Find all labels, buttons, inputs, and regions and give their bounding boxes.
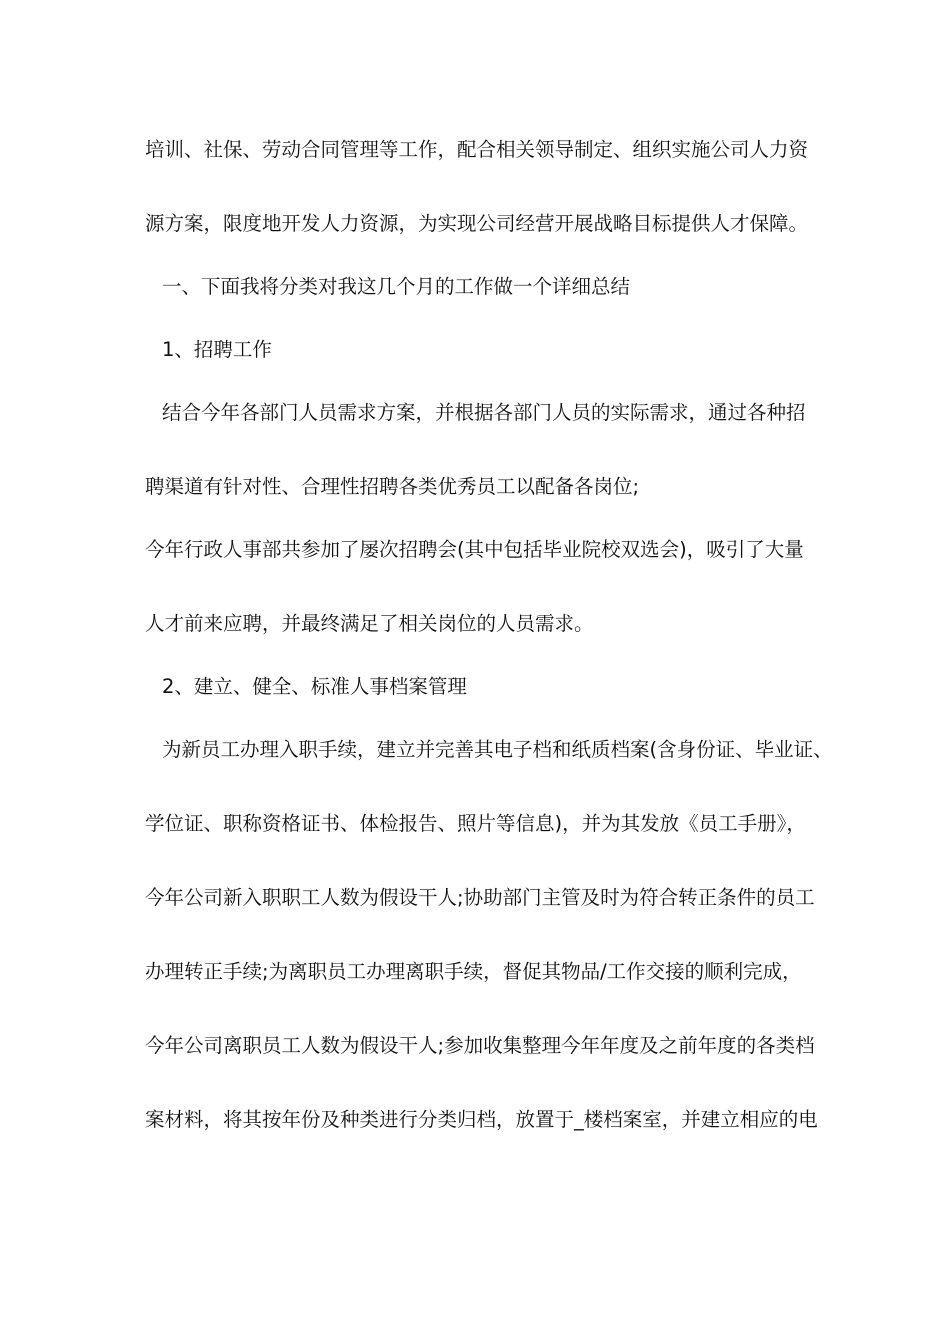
paragraph-line: 今年公司离职员工人数为假设干人;参加收集整理今年年度及之前年度的各类档 xyxy=(145,1034,815,1057)
subsection-heading-archives: 2、建立、健全、标准人事档案管理 xyxy=(162,675,467,698)
paragraph-line: 聘渠道有针对性、合理性招聘各类优秀员工以配备各岗位; xyxy=(145,475,640,498)
subsection-heading-recruitment: 1、招聘工作 xyxy=(162,338,272,361)
paragraph-line: 今年公司新入职职工人数为假设干人;协助部门主管及时为符合转正条件的员工 xyxy=(145,886,815,909)
paragraph-line: 培训、社保、劳动合同管理等工作，配合相关领导制定、组织实施公司人力资 xyxy=(145,138,809,161)
paragraph-line: 结合今年各部门人员需求方案，并根据各部门人员的实际需求，通过各种招 xyxy=(162,401,806,424)
paragraph-line: 为新员工办理入职手续，建立并完善其电子档和纸质档案(含身份证、毕业证、 xyxy=(162,738,833,761)
paragraph-line: 案材料，将其按年份及种类进行分类归档，放置于_楼档案室，并建立相应的电 xyxy=(145,1108,818,1131)
paragraph-line: 办理转正手续;为离职员工办理离职手续，督促其物品/工作交接的顺利完成， xyxy=(145,960,802,983)
paragraph-line: 今年行政人事部共参加了屡次招聘会(其中包括毕业院校双选会)，吸引了大量 xyxy=(145,538,804,561)
paragraph-line: 源方案，限度地开发人力资源，为实现公司经营开展战略目标提供人才保障。 xyxy=(145,212,809,235)
paragraph-line: 人才前来应聘，并最终满足了相关岗位的人员需求。 xyxy=(145,612,594,635)
paragraph-line: 学位证、职称资格证书、体检报告、照片等信息)，并为其发放《员工手册》， xyxy=(145,812,806,835)
section-heading: 一、下面我将分类对我这几个月的工作做一个详细总结 xyxy=(162,275,631,298)
